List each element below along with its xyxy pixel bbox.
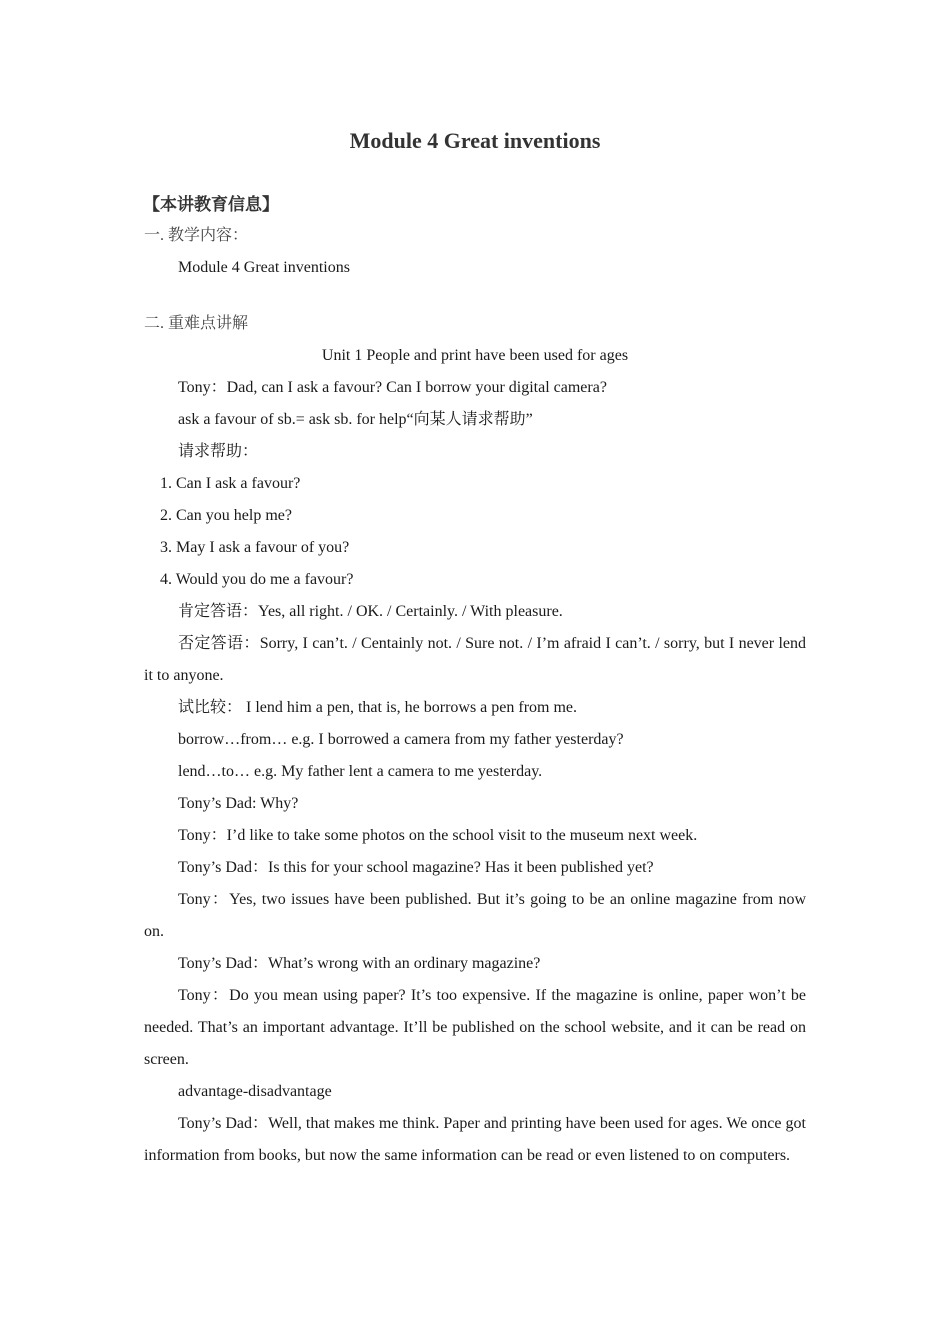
content-label: 一. 教学内容： (144, 227, 249, 244)
paragraph: 试比较： I lend him a pen, that is, he borrows a pen from me. (178, 699, 578, 716)
numbered-item: 1. Can I ask a favour? (160, 475, 301, 492)
paragraph: Tony’s Dad：Well, that makes me think. Paper and printing have been used for ages. We once got information from books, but now the same information can be read or even listened to on computers. (144, 1115, 806, 1164)
paragraph: 否定答语：Sorry, I can’t. / Centainly not. / Sure not. / I’m afraid I can’t. / sorry, but I never lend it to anyone. (144, 635, 806, 684)
paragraph: Tony：Dad, can I ask a favour? Can I borrow your digital camera? (178, 379, 607, 396)
paragraph: Tony：I’d like to take some photos on the school visit to the museum next week. (178, 827, 698, 844)
key-points-label: 二. 重难点讲解 (144, 315, 249, 332)
document-body (144, 220, 806, 1172)
page-title: Module 4 Great inventions (349, 128, 601, 153)
paragraph: advantage-disadvantage (178, 1083, 332, 1100)
paragraph: ask a favour of sb.= ask sb. for help“向某人请求帮助” (178, 411, 533, 428)
paragraph: 请求帮助： (178, 443, 259, 460)
paragraph: 肯定答语：Yes, all right. / OK. / Certainly. / With pleasure. (178, 603, 563, 620)
paragraph: Tony’s Dad：What’s wrong with an ordinary magazine? (178, 955, 541, 972)
paragraph: lend…to… e.g. My father lent a camera to me yesterday. (178, 763, 543, 780)
paragraph: Tony’s Dad：Is this for your school magazine? Has it been published yet? (178, 859, 654, 876)
numbered-item: 4. Would you do me a favour? (160, 571, 354, 588)
section-heading: 【本讲教育信息】 (143, 195, 279, 215)
numbered-item: 2. Can you help me? (160, 507, 292, 524)
spacer (144, 284, 806, 308)
paragraph: Tony’s Dad: Why? (178, 795, 299, 812)
numbered-item: 3. May I ask a favour of you? (160, 539, 350, 556)
paragraph: Tony：Yes, two issues have been published. But it’s going to be an online magazine from now on. (144, 891, 806, 940)
content-text: Module 4 Great inventions (178, 259, 350, 276)
paragraph: borrow…from… e.g. I borrowed a camera from my father yesterday? (178, 731, 624, 748)
paragraph: Tony：Do you mean using paper? It’s too expensive. If the magazine is online, paper won’t be needed. That’s an important advantage. It’ll be published on the school website, and it can be read on screen. (144, 987, 806, 1068)
unit-title: Unit 1 People and print have been used for ages (321, 347, 629, 364)
